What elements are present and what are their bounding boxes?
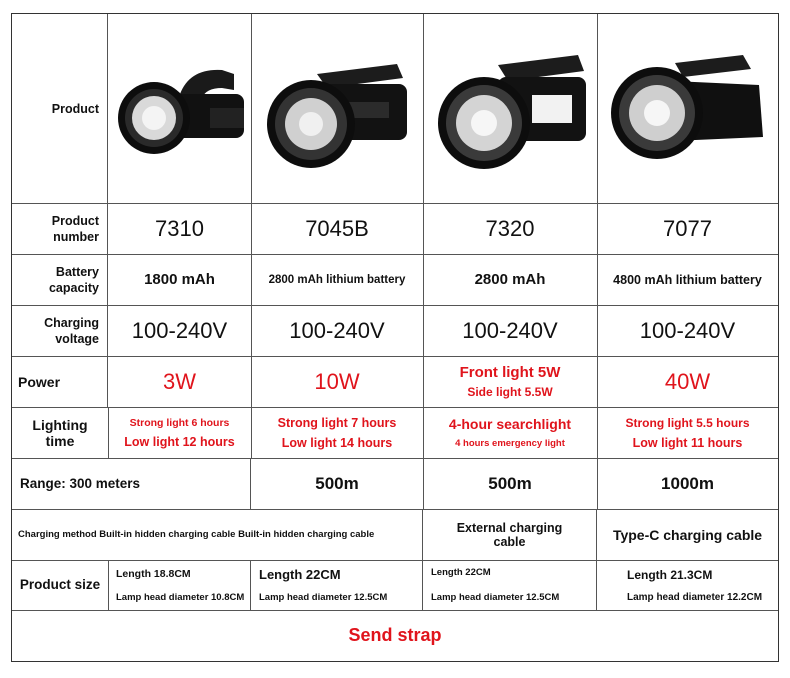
model-number: 7310: [108, 203, 252, 254]
row-label-text: Power: [18, 373, 61, 390]
lighting-value: [251, 407, 424, 458]
battery-value: 4800 mAh lithium battery: [613, 272, 762, 287]
flashlight-image: [110, 54, 250, 164]
comparison-table: [11, 13, 779, 662]
row-label-line: Product: [51, 213, 99, 228]
size-row: [12, 560, 778, 611]
row-label-line: time: [45, 432, 75, 449]
lighting-line: 4-hour searchlight: [448, 416, 572, 432]
row-label-line: Charging: [44, 315, 99, 330]
size-value: [108, 560, 251, 610]
lighting-line: Strong light 7 hours: [277, 415, 397, 430]
voltage-value: 100-240V: [423, 305, 598, 356]
flashlight-image: [428, 41, 593, 176]
row-label-text: Range: 300 meters: [20, 475, 141, 491]
voltage-value: 100-240V: [251, 305, 424, 356]
row-label-line: voltage: [55, 331, 99, 346]
lighting-line: Strong light 5.5 hours: [625, 415, 750, 430]
row-label-text: Product: [51, 101, 99, 116]
size-line: Length 18.8CM: [116, 567, 191, 580]
row-label-range: [12, 458, 251, 509]
size-line: Lamp head diameter 12.2CM: [627, 591, 763, 603]
range-value: 500m: [423, 458, 598, 509]
footer-send-strap: [12, 610, 778, 661]
size-line: Lamp head diameter 12.5CM: [431, 592, 560, 603]
power-row: [12, 356, 778, 408]
row-label-lighting: [12, 407, 109, 458]
row-label-product: [12, 14, 108, 203]
battery-value: 2800 mAh lithium battery: [251, 254, 424, 305]
size-line: Lamp head diameter 12.5CM: [259, 592, 388, 603]
charging-row: [12, 509, 778, 561]
row-label-line: Lighting: [32, 416, 88, 433]
lighting-line: Strong light 6 hours: [129, 416, 230, 429]
charging-value: Type-C charging cable: [612, 526, 763, 543]
size-line: Length 22CM: [259, 567, 341, 582]
charging-value: External charging cable: [423, 509, 597, 560]
product-image-7310: [108, 14, 252, 203]
model-number: 7320: [423, 203, 598, 254]
row-label-line: capacity: [48, 280, 99, 295]
range-value: 1000m: [661, 473, 714, 493]
power-line: Side light 5.5W: [467, 385, 553, 399]
lighting-value: [423, 407, 598, 458]
voltage-row: [12, 305, 778, 357]
lighting-value: [108, 407, 252, 458]
model-number: 7077: [663, 215, 712, 241]
lighting-line: Low light 14 hours: [281, 435, 393, 450]
row-label-line: Battery: [55, 264, 99, 279]
size-value: [251, 560, 423, 610]
product-image-row: [12, 14, 778, 204]
model-number: 7045B: [251, 203, 424, 254]
voltage-value: 100-240V: [108, 305, 252, 356]
row-label-product-number: [12, 203, 108, 254]
row-label-text: Product size: [19, 577, 101, 592]
row-label-line: number: [53, 229, 99, 244]
lighting-line: Low light 12 hours: [124, 434, 235, 449]
size-value: [597, 560, 778, 610]
flashlight-image: [603, 41, 773, 176]
range-value: 500m: [251, 458, 424, 509]
lighting-value: [597, 407, 778, 458]
footer-text: Send strap: [348, 625, 442, 645]
battery-row: [12, 254, 778, 306]
row-label-voltage: [12, 305, 108, 356]
battery-value: 1800 mAh: [108, 254, 252, 305]
range-row: [12, 458, 778, 510]
power-value-multi: [423, 356, 598, 407]
power-value: 3W: [108, 356, 252, 407]
lighting-line: Low light 11 hours: [632, 435, 743, 450]
flashlight-image: [257, 44, 417, 174]
row-label-size: [12, 560, 109, 610]
lighting-line: 4 hours emergency light: [455, 438, 565, 449]
product-image-7077: [597, 14, 778, 203]
size-value: [423, 560, 597, 610]
battery-value: 2800 mAh: [423, 254, 598, 305]
product-number-row: [12, 203, 778, 255]
power-value: 40W: [664, 368, 711, 394]
size-line: Lamp head diameter 10.8CM: [116, 591, 245, 603]
row-label-power: [12, 356, 108, 407]
voltage-value: 100-240V: [639, 317, 736, 343]
power-line: Front light 5W: [459, 364, 561, 381]
lighting-row: [12, 407, 778, 459]
size-line: Length 21.3CM: [627, 567, 713, 582]
product-image-7320: [423, 14, 598, 203]
row-label-text: Charging method Built-in hidden charging cable Built-in hidden charging cable: [18, 529, 375, 540]
row-label-battery: [12, 254, 108, 305]
product-image-7045b: [251, 14, 424, 203]
size-line: Length 22CM: [431, 567, 491, 578]
power-value: 10W: [251, 356, 424, 407]
row-label-charging: [12, 509, 423, 560]
